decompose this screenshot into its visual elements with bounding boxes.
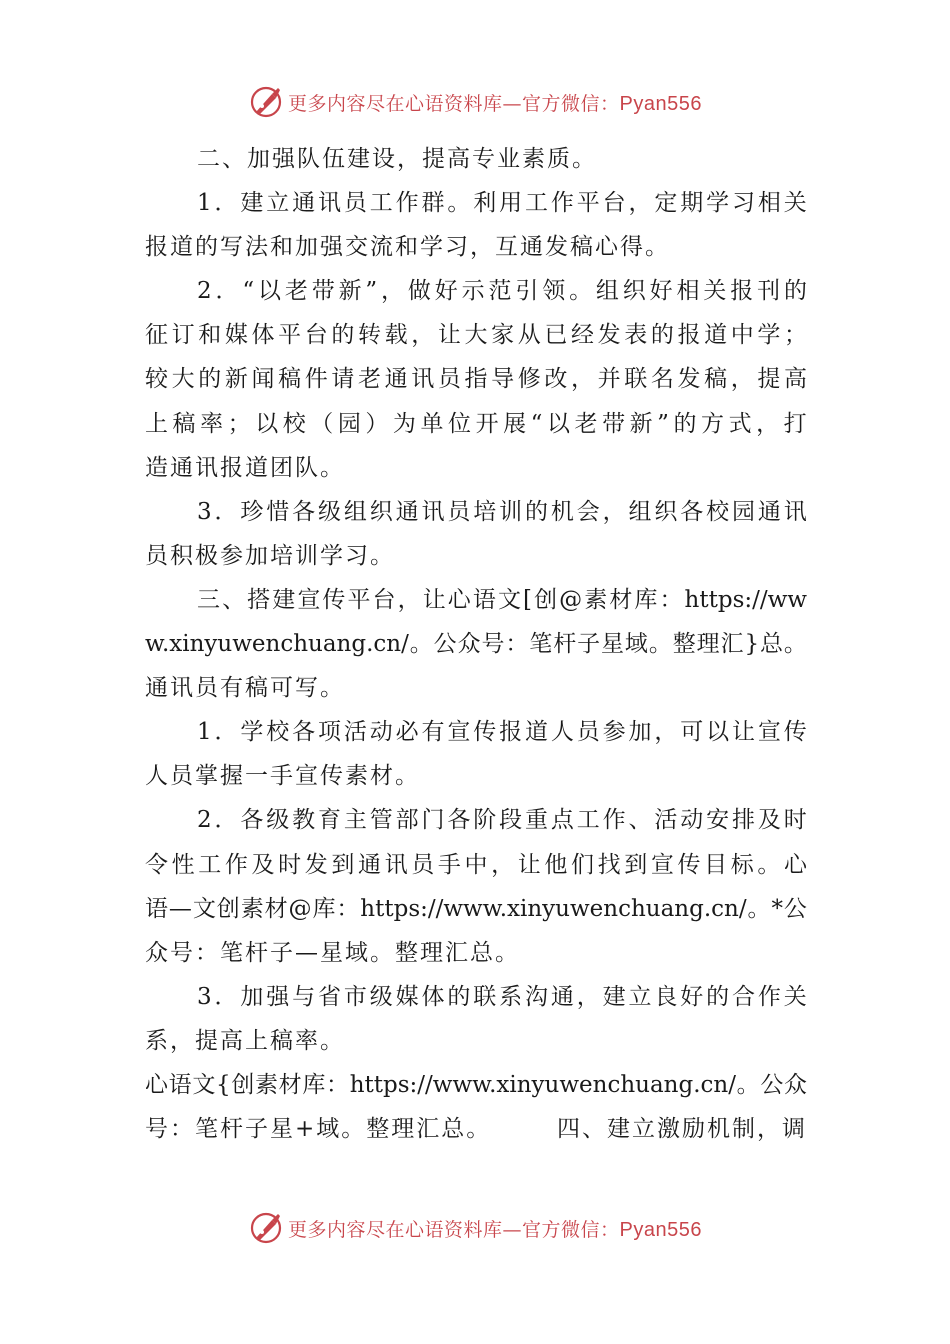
paragraph-line: 令 性 工 作 及 时 发 到 通 讯 员 手 中 ， 让 他 们 找 到 宣 传 目 标 。 心 (145, 851, 807, 878)
paragraph-line: 三 、 搭 建 宣 传 平 台 ， 让 心 语 文 [ 创 @ 素 材 库 ： https://ww (197, 586, 807, 613)
paragraph-line: 2 ． “ 以 老 带 新 ” ， 做 好 示 范 引 领 。 组 织 好 相 关 报 刊 的 (197, 278, 807, 305)
header-watermark-banner (0, 82, 950, 122)
document-body (145, 137, 807, 1151)
paragraph-line: 较 大 的 新 闻 稿 件 请 老 通 讯 员 指 导 修 改 ， 并 联 名 发 稿 ， 提 高 (145, 366, 807, 393)
paragraph-line: 号：笔杆子星+域。整理汇总。 四、建立激励机制，调 (145, 1107, 807, 1151)
pen-nib-logo-icon (248, 1210, 284, 1246)
paragraph-line: 通讯员有稿可写。 (145, 675, 345, 702)
paragraph-line: 上 稿 率 ； 以 校 （ 园 ） 为 单 位 开 展 “ 以 老 带 新 ” 的 方 式 ， 打 (145, 410, 807, 437)
paragraph-line-tail: 四、建立激励机制，调 (557, 1116, 807, 1143)
paragraph-line: 1 ． 学 校 各 项 活 动 必 有 宣 传 报 道 人 员 参 加 ， 可 以 让 宣 传 (197, 719, 807, 746)
paragraph-line: w.xinyuwenchuang.cn/ 。 公 众 号 ： 笔 杆 子 星 域 。 整 理 汇 } 总 。 (145, 631, 807, 658)
watermark-text: 更多内容尽在心语资料库—官方微信：Pyan556 (288, 92, 702, 115)
paragraph-line: 2 ． 各 级 教 育 主 管 部 门 各 阶 段 重 点 工 作 、 活 动 安 排 及 时 (197, 807, 807, 834)
pen-nib-logo-icon (248, 84, 284, 120)
paragraph-line: 征 订 和 媒 体 平 台 的 转 载 ， 让 大 家 从 已 经 发 表 的 报 道 中 学 ； (145, 322, 807, 349)
paragraph-line: 1 ． 建 立 通 讯 员 工 作 群 。 利 用 工 作 平 台 ， 定 期 学 习 相 关 (197, 190, 807, 217)
paragraph-line: 语 — 文 创 素 材 @ 库 ： https://www.xinyuwenchuang.cn/ 。 * 公 (145, 895, 807, 922)
paragraph-line: 报道的写法和加强交流和学习，互通发稿心得。 (145, 234, 670, 261)
paragraph-line: 3 ． 加 强 与 省 市 级 媒 体 的 联 系 沟 通 ， 建 立 良 好 的 合 作 关 (197, 983, 807, 1010)
paragraph-line: 3 ． 珍 惜 各 级 组 织 通 讯 员 培 训 的 机 会 ， 组 织 各 校 园 通 讯 (197, 498, 807, 525)
paragraph-line: 二、加强队伍建设，提高专业素质。 (197, 146, 597, 172)
footer-watermark-banner (0, 1208, 950, 1248)
paragraph-line: 系，提高上稿率。 (145, 1027, 345, 1054)
paragraph-line: 众号：笔杆子—星域。整理汇总。 (145, 939, 520, 966)
paragraph-line: 心 语 文 { 创 素 材 库 ： https://www.xinyuwenchuang.cn/ 。 公 众 (145, 1071, 807, 1098)
watermark-text: 更多内容尽在心语资料库—官方微信：Pyan556 (288, 1218, 702, 1241)
paragraph-line: 员积极参加培训学习。 (145, 542, 395, 569)
paragraph-line: 造通讯报道团队。 (145, 454, 345, 481)
paragraph-line: 人员掌握一手宣传素材。 (145, 763, 420, 790)
